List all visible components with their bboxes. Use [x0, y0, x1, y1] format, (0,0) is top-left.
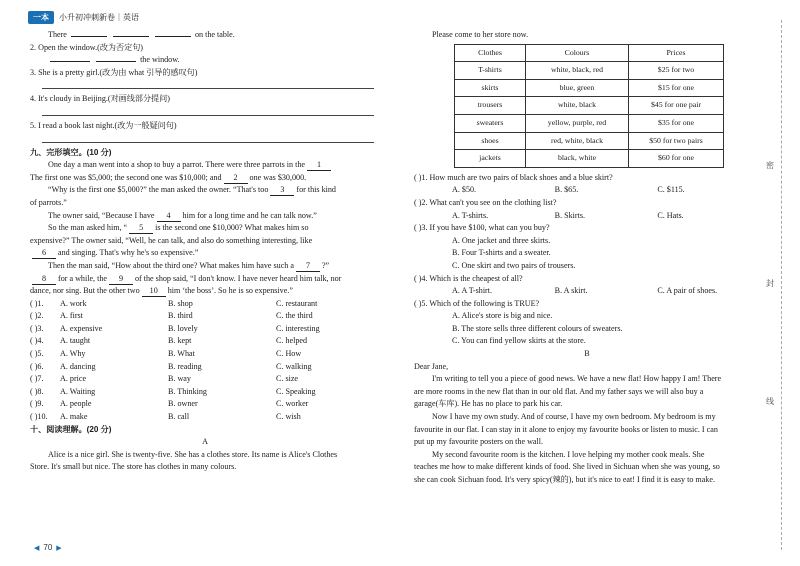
- letter-line: are more rooms in the new flat than in our old flat. And my father says we will also buy a: [414, 386, 704, 396]
- clothes-price-table: [454, 44, 724, 168]
- option-c[interactable]: C. the third: [276, 311, 313, 321]
- answer-blank[interactable]: [96, 61, 136, 62]
- cloze-line: “Why is the first one $5,000?” the man asked the owner. “That's too 3 for this kind: [48, 185, 336, 195]
- table-cell: black, white: [526, 150, 629, 168]
- option-c[interactable]: C. How: [276, 349, 302, 359]
- table-cell: skirts: [455, 79, 526, 97]
- option[interactable]: A. T-shirts.: [452, 210, 489, 220]
- option[interactable]: A. Alice's store is big and nice.: [452, 311, 553, 321]
- passage-a-line: Alice is a nice girl. She is twenty-five. She has a clothes store. Its name is Alice's Clothes: [48, 449, 338, 459]
- table-cell: blue, green: [526, 79, 629, 97]
- option-b[interactable]: B. lovely: [168, 323, 198, 333]
- letter-greeting: Dear Jane,: [414, 361, 449, 371]
- reading-q2-options: [414, 210, 760, 223]
- option[interactable]: C. A pair of shoes.: [657, 286, 718, 296]
- letter-line: I'm writing to tell you a piece of good news. We have a new flat! How happy I am! There: [432, 374, 722, 384]
- table-row: [455, 114, 724, 132]
- option-row: [30, 361, 380, 374]
- question-4: 4. It's cloudy in Beijing.(对画线部分提问): [30, 94, 170, 104]
- brand-logo: 一本: [28, 11, 54, 24]
- option-a[interactable]: A. work: [60, 298, 87, 308]
- question-5: 5. I read a book last night.(改为一般疑问句): [30, 120, 177, 130]
- cloze-line: dance, nor sing. But the other two 10 him ‘the boss’. So he is so expensive.”: [30, 286, 293, 296]
- option-row: [30, 386, 380, 399]
- table-cell: $45 for one pair: [629, 97, 724, 115]
- option-c[interactable]: C. restaurant: [276, 298, 318, 308]
- reading-q5: ( )5. Which of the following is TRUE?: [414, 298, 540, 308]
- store-intro: Please come to her store now.: [432, 30, 529, 39]
- option-c[interactable]: C. Speaking: [276, 386, 316, 396]
- option[interactable]: B. Four T-shirts and a sweater.: [452, 248, 551, 258]
- option-number: ( )6.: [30, 361, 44, 371]
- option-a[interactable]: A. taught: [60, 336, 91, 346]
- option-row: [30, 411, 380, 424]
- letter-line: Now I have my own study. And of course, I have my own bedroom. My bedroom is my: [432, 412, 716, 422]
- cloze-line: of parrots.”: [30, 197, 67, 207]
- option-a[interactable]: A. first: [60, 311, 83, 321]
- option-number: ( )9.: [30, 399, 44, 409]
- table-header-cell: Prices: [629, 44, 724, 62]
- margin-seal-mark: 线: [766, 397, 774, 406]
- table-header-cell: Clothes: [455, 44, 526, 62]
- table-cell: sweaters: [455, 114, 526, 132]
- option-c[interactable]: C. interesting: [276, 323, 320, 333]
- option-b[interactable]: B. kept: [168, 336, 192, 346]
- blank-7[interactable]: 7: [296, 261, 320, 272]
- answer-blank[interactable]: [71, 36, 107, 37]
- option-number: ( )8.: [30, 386, 44, 396]
- letter-line: she can cook Sichuan food. It's very spicy(辣的), but it's nice to eat! I find it is easy to make.: [414, 475, 715, 484]
- cloze-line: Then the man said, “How about the third one? What makes him have such a 7 ?”: [48, 260, 330, 270]
- prev-arrow-icon[interactable]: ◀: [34, 544, 40, 552]
- blank-8[interactable]: 8: [32, 274, 56, 285]
- option-c[interactable]: C. size: [276, 374, 299, 384]
- table-cell: trousers: [455, 97, 526, 115]
- table-cell: shoes: [455, 132, 526, 150]
- table-cell: $15 for one: [629, 79, 724, 97]
- page-number: 70: [43, 543, 53, 552]
- option-row: [30, 310, 380, 323]
- option-c[interactable]: C. walking: [276, 361, 312, 371]
- question-3: 3. She is a pretty girl.(改为由 what 引导的感叹句): [30, 67, 198, 77]
- next-arrow-icon[interactable]: ▶: [56, 544, 62, 552]
- page-header: [28, 9, 139, 25]
- reading-q1: ( )1. How much are two pairs of black shoes and a blue skirt?: [414, 172, 613, 182]
- cloze-line: So the man asked him, “ 5 is the second one $10,000? What makes him so: [48, 223, 309, 233]
- option-b[interactable]: B. Thinking: [168, 386, 207, 396]
- section-cloze-title: 九、完形填空。(10 分): [30, 147, 112, 157]
- cloze-line: expensive?” The owner said, “Well, he can talk, and also do something interesting, like: [30, 235, 313, 245]
- answer-blank[interactable]: [50, 61, 90, 62]
- reading-q4-options: [414, 285, 760, 298]
- option[interactable]: A. $50.: [452, 185, 477, 195]
- header-title: 小升初冲刺新卷｜英语: [59, 12, 139, 22]
- option[interactable]: B. A skirt.: [554, 286, 588, 296]
- answer-line[interactable]: [42, 79, 374, 89]
- option-b[interactable]: B. call: [168, 412, 190, 422]
- table-row: [455, 62, 724, 80]
- answer-line[interactable]: [42, 106, 374, 116]
- option[interactable]: C. You can find yellow skirts at the store.: [452, 336, 586, 346]
- option-number: ( )5.: [30, 349, 44, 359]
- table-cell: white, black, red: [526, 62, 629, 80]
- cloze-line: The owner said, “Because I have 4 him for a long time and he can talk now.”: [48, 210, 317, 220]
- reading-q3: ( )3. If you have $100, what can you buy?: [414, 223, 550, 233]
- right-page: [414, 29, 760, 487]
- margin-seal-mark: 封: [766, 279, 774, 288]
- table-cell: $25 for two: [629, 62, 724, 80]
- option-c[interactable]: C. worker: [276, 399, 309, 409]
- answer-line[interactable]: [42, 133, 374, 143]
- option-a[interactable]: A. expensive: [60, 323, 103, 333]
- q2-answer-line: the window.: [30, 54, 380, 67]
- blank-4[interactable]: 4: [157, 211, 181, 222]
- table-row: [455, 150, 724, 168]
- option[interactable]: C. $115.: [657, 185, 685, 195]
- blank-9[interactable]: 9: [109, 274, 133, 285]
- option-a[interactable]: A. Waiting: [60, 386, 96, 396]
- cloze-line: 8 for a while, the 9 of the shop said, “I don't know. I have never heard him talk, nor: [30, 273, 380, 286]
- table-cell: white, black: [526, 97, 629, 115]
- option[interactable]: A. A T-shirt.: [452, 286, 493, 296]
- option-number: ( )3.: [30, 323, 44, 333]
- option-a[interactable]: A. Why: [60, 349, 86, 359]
- reading-q1-options: [414, 184, 760, 197]
- letter-line: put up my favourite posters on the wall.: [414, 437, 544, 447]
- page-footer: [30, 543, 66, 552]
- option-b[interactable]: B. way: [168, 374, 191, 384]
- table-cell: red, white, black: [526, 132, 629, 150]
- option-row: [30, 398, 380, 411]
- table-header-cell: Colours: [526, 44, 629, 62]
- answer-blank[interactable]: [155, 36, 191, 37]
- table-cell: $35 for one: [629, 114, 724, 132]
- letter-line: garage(车库). He has no place to park his car.: [414, 399, 563, 409]
- blank-10[interactable]: 10: [142, 286, 166, 297]
- passage-a-label: A: [202, 437, 208, 447]
- option[interactable]: A. One jacket and three skirts.: [452, 235, 551, 245]
- option-row: [30, 373, 380, 386]
- option[interactable]: C. Hats.: [657, 210, 684, 220]
- reading-q4: ( )4. Which is the cheapest of all?: [414, 273, 523, 283]
- option[interactable]: B. Skirts.: [554, 210, 586, 220]
- cloze-line: One day a man went into a shop to buy a parrot. There were three parrots in the 1: [30, 159, 380, 172]
- table-row: [455, 132, 724, 150]
- cloze-line: The first one was $5,000; the second one was $10,000; and 2 one was $30,000.: [30, 172, 307, 182]
- table-cell: yellow, purple, red: [526, 114, 629, 132]
- option[interactable]: B. The store sells three different colours of sweaters.: [452, 323, 623, 333]
- table-cell: jackets: [455, 150, 526, 168]
- table-cell: T-shirts: [455, 62, 526, 80]
- option[interactable]: C. One skirt and two pairs of trousers.: [452, 260, 576, 270]
- option-b[interactable]: B. shop: [168, 298, 193, 308]
- cloze-options: [30, 298, 380, 424]
- passage-a-line: Store. It's small but nice. The store has clothes in many colours.: [30, 462, 237, 472]
- reading-q2: ( )2. What can't you see on the clothing list?: [414, 197, 557, 207]
- option-number: ( )2.: [30, 311, 44, 321]
- option-c[interactable]: C. wish: [276, 412, 301, 422]
- option-b[interactable]: B. reading: [168, 361, 202, 371]
- table-cell: $50 for two pairs: [629, 132, 724, 150]
- q1-line: There on the table.: [48, 30, 235, 39]
- option-number: ( )1.: [30, 298, 44, 308]
- table-row: [455, 97, 724, 115]
- option-c[interactable]: C. helped: [276, 336, 308, 346]
- option-a[interactable]: A. price: [60, 374, 87, 384]
- answer-blank[interactable]: [113, 36, 149, 37]
- letter-line: My second favourite room is the kitchen. I love helping my mother cook meals. She: [432, 449, 705, 459]
- blank-2[interactable]: 2: [224, 173, 248, 184]
- cloze-line: 6 and singing. That's why he's so expensive.”: [30, 247, 380, 260]
- option-b[interactable]: B. owner: [168, 399, 198, 409]
- blank-3[interactable]: 3: [270, 185, 294, 196]
- option-a[interactable]: A. make: [60, 412, 88, 422]
- option-number: ( )10.: [30, 412, 48, 422]
- option[interactable]: B. $65.: [554, 185, 579, 195]
- option-row: [30, 335, 380, 348]
- margin-seal-mark: 密: [766, 161, 774, 170]
- option-b[interactable]: B. third: [168, 311, 193, 321]
- letter-line: favourite in our flat. I can stay in it alone to enjoy my favourite books or listen to music. I can: [414, 424, 718, 434]
- letter-line: teaches me how to make different kinds of food. She lived in Sichuan when she was young, so: [414, 462, 720, 472]
- passage-b-label: B: [584, 349, 590, 359]
- option-number: ( )7.: [30, 374, 44, 384]
- option-row: [30, 298, 380, 311]
- table-row: [455, 79, 724, 97]
- blank-6[interactable]: 6: [32, 248, 56, 259]
- section-reading-title: 十、阅读理解。(20 分): [30, 424, 112, 434]
- option-row: [30, 348, 380, 361]
- left-page: [30, 29, 380, 474]
- option-row: [30, 323, 380, 336]
- blank-5[interactable]: 5: [129, 223, 153, 234]
- binding-line: [781, 20, 782, 550]
- option-number: ( )4.: [30, 336, 44, 346]
- option-a[interactable]: A. dancing: [60, 361, 96, 371]
- option-a[interactable]: A. people: [60, 399, 92, 409]
- table-cell: $60 for one: [629, 150, 724, 168]
- blank-1[interactable]: 1: [307, 160, 331, 171]
- question-2: 2. Open the window.(改为否定句): [30, 42, 143, 52]
- option-b[interactable]: B. What: [168, 349, 195, 359]
